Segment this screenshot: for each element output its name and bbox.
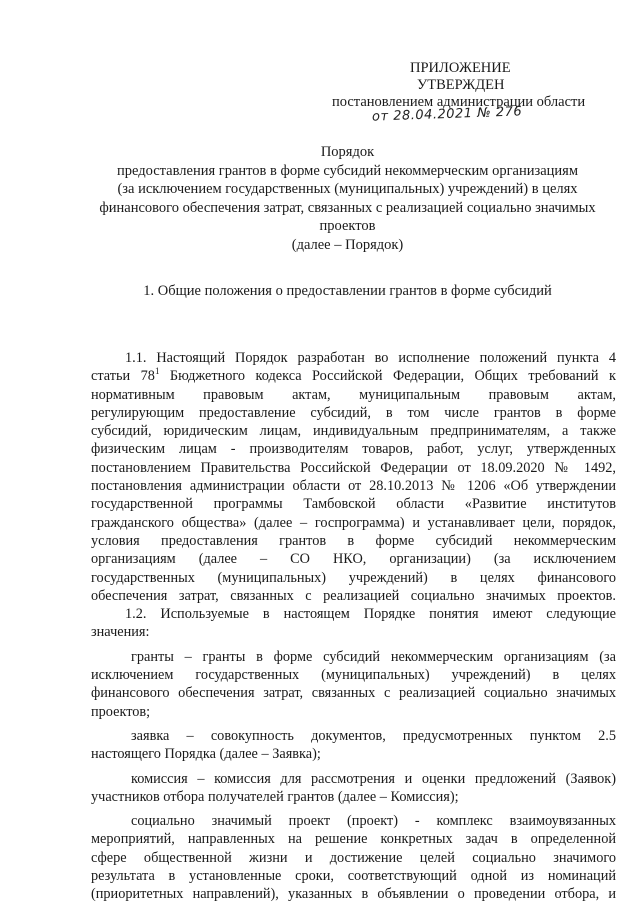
- text-line: финансового обеспечения затрат, связанных с реализацией социально значимых: [91, 685, 616, 702]
- handwritten-date: от 28.04.2021 № 276: [371, 104, 523, 125]
- text-line: гранты – гранты в форме субсидий некоммерческим организациям (за: [131, 648, 616, 665]
- text-line: исключением государственных (муниципальных) учреждений) в целях: [91, 667, 616, 684]
- superscript: 1: [154, 366, 160, 377]
- text-line: [91, 367, 616, 385]
- text-line: мероприятий, направленных на решение конкретных задач в определенной: [91, 831, 616, 848]
- text-line: 1.2. Используемые в настоящем Порядке понятия имеют следующие: [125, 606, 616, 623]
- text-line: комиссия – комиссия для рассмотрения и оценки предложений (Заявок): [131, 770, 616, 787]
- approved-label: УТВЕРЖДЕН: [417, 77, 505, 93]
- definition-commission: [91, 770, 616, 807]
- text-line: условия предоставления грантов в форме субсидий некоммерческим: [91, 532, 616, 549]
- text-line: физическим лицам - производителям товаров, работ, услуг, утвержденных: [91, 441, 616, 458]
- text-line: регулирующим предоставление субсидий, в том числе грантов в форме: [91, 404, 616, 421]
- definition-application: [91, 727, 616, 764]
- text-line: заявка – совокупность документов, предусмотренных пунктом 2.5: [131, 727, 616, 744]
- title-line: Порядок: [320, 144, 375, 160]
- paragraph-1-1: [91, 349, 616, 605]
- title-line: финансового обеспечения затрат, связанных с реализацией социально значимых: [99, 199, 596, 216]
- text-line: проектов;: [91, 703, 151, 720]
- text-line: постановления администрации области от 28.10.2013 № 1206 «Об утверждении: [91, 478, 616, 495]
- text-line: результата в установленные сроки, соответствующий одной из номинаций: [91, 868, 616, 885]
- text-line: социально значимый проект (проект) - комплекс взаимоувязанных: [131, 813, 616, 830]
- text-line: (приоритетных направлений), указанных в объявлении о проведении отбора, и: [91, 886, 616, 903]
- document-body: [91, 349, 616, 904]
- text-line: организациям (далее – СО НКО, организации) (за исключением: [91, 551, 616, 568]
- title-line: проектов: [319, 218, 376, 234]
- text-fragment: Бюджетного кодекса Российской Федерации, Общих требований к: [169, 368, 616, 385]
- text-line: сфере общественной жизни и достижение целей социально значимого: [91, 849, 616, 866]
- text-fragment: статьи 78: [91, 368, 155, 385]
- definition-grants: [91, 648, 616, 721]
- text-line: субсидий, юридическим лицам, индивидуальным предпринимателям, а также: [91, 423, 616, 440]
- paragraph-1-2: [91, 605, 616, 642]
- text-line: обеспечения затрат, связанных с реализацией социально значимых проектов.: [91, 587, 616, 604]
- text-line: нормативным правовым актам, муниципальным правовым актам,: [91, 386, 616, 403]
- definition-project: [91, 812, 616, 903]
- appendix-label: ПРИЛОЖЕНИЕ: [410, 60, 511, 76]
- text-line: значения:: [91, 624, 150, 641]
- resolution-label: постановлением администрации области: [332, 94, 586, 110]
- text-line: участников отбора получателей грантов (далее – Комиссия);: [91, 788, 459, 805]
- text-line: гражданского общества» (далее – госпрограмма) и устанавливает цели, порядок,: [91, 514, 616, 531]
- text-line: постановлением Правительства Российской Федерации от 18.09.2020 № 1492,: [91, 459, 616, 476]
- title-line: предоставления грантов в форме субсидий некоммерческим организациям: [116, 162, 579, 179]
- title-line: (далее – Порядок): [291, 236, 404, 253]
- text-line: 1.1. Настоящий Порядок разработан во исполнение положений пункта 4: [125, 350, 616, 366]
- title-line: (за исключением государственных (муниципальных) учреждений) в целях: [117, 181, 578, 197]
- text-line: государственной программы Тамбовской области «Развитие институтов: [91, 496, 616, 513]
- text-line: настоящего Порядка (далее – Заявка);: [91, 746, 321, 763]
- section-heading: 1. Общие положения о предоставлении грантов в форме субсидий: [143, 283, 552, 299]
- document-title: [80, 143, 615, 254]
- text-line: государственных (муниципальных) учреждений) в целях финансового: [91, 569, 616, 586]
